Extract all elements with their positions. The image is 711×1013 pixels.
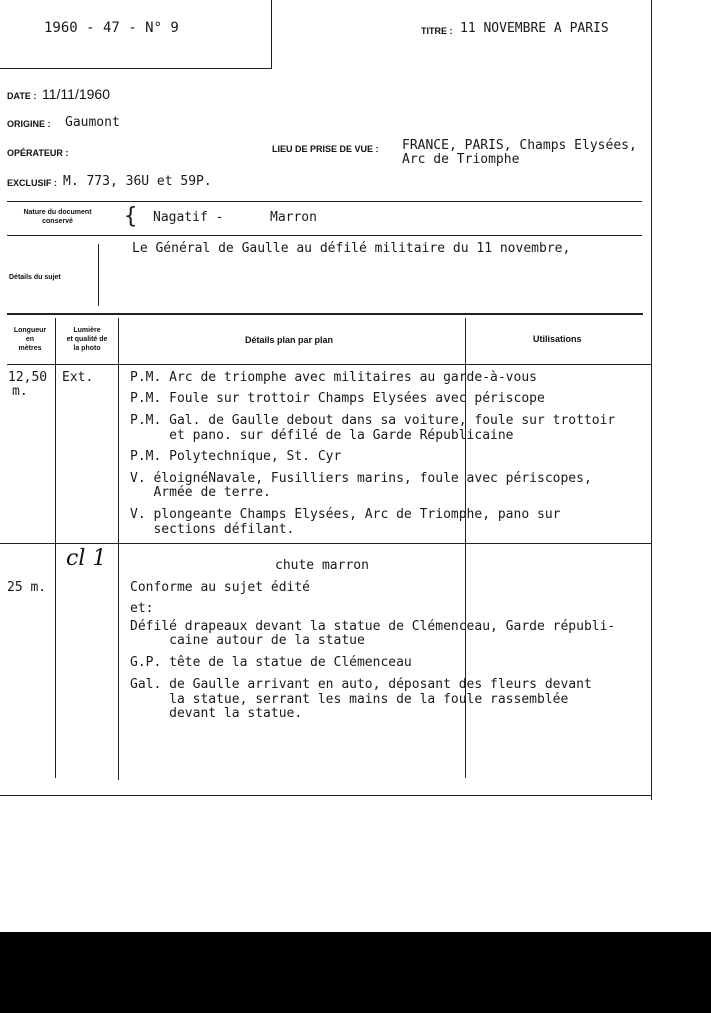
header-lumiere xyxy=(58,326,116,353)
header-box-bottom-border xyxy=(0,68,272,69)
s1-longueur-unit: m. xyxy=(12,384,28,399)
s1-line-8: V. plongeante Champs Elysées, Arc de Triomphe, pano sur xyxy=(130,507,561,522)
col-line-1 xyxy=(55,318,56,778)
s2-line-9: devant la statue. xyxy=(130,706,303,721)
divider-after-meta xyxy=(7,201,642,202)
date-label: DATE : xyxy=(7,91,37,101)
titre-label: TITRE : xyxy=(421,26,453,36)
header-longueur-line3: mètres xyxy=(18,345,42,352)
s1-line-9: sections défilant. xyxy=(130,522,295,537)
header-longueur-line2: en xyxy=(25,336,35,343)
exclusif-value: M. 773, 36U et 59P. xyxy=(63,174,212,189)
nature-label-line1: Nature du document xyxy=(23,209,92,216)
header-longueur xyxy=(8,326,52,353)
s1-longueur-value: 12,50 xyxy=(8,370,48,385)
s2-line-2: Conforme au sujet édité xyxy=(130,580,311,595)
col-line-3 xyxy=(465,318,466,778)
nature-value-type: Nagatif - xyxy=(153,210,224,225)
exclusif-label: EXCLUSIF : xyxy=(7,178,58,188)
titre-value: 11 NOVEMBRE A PARIS xyxy=(460,21,609,36)
date-value: 11/11/1960 xyxy=(42,86,110,102)
s2-line-1: chute marron xyxy=(275,558,369,573)
s1-line-5: P.M. Polytechnique, St. Cyr xyxy=(130,449,342,464)
s2-line-6: G.P. tête de la statue de Clémenceau xyxy=(130,655,412,670)
header-lumiere-line1: Lumière xyxy=(73,327,101,334)
section-divider xyxy=(0,543,651,544)
header-row-bottom xyxy=(7,364,651,365)
col-line-2 xyxy=(118,318,119,780)
details-sujet-value: Le Général de Gaulle au défilé militaire du 11 novembre, xyxy=(132,241,571,256)
origine-value: Gaumont xyxy=(65,115,120,130)
header-longueur-line1: Longueur xyxy=(13,327,47,334)
s2-line-8: la statue, serrant les mains de la foule rassemblée xyxy=(130,692,569,707)
operateur-label: OPÉRATEUR : xyxy=(7,148,69,158)
header-utilisations: Utilisations xyxy=(533,334,582,344)
s1-line-7: Armée de terre. xyxy=(130,485,271,500)
s1-line-6: V. éloignéNavale, Fusilliers marins, foule avec périscopes, xyxy=(130,471,592,486)
reference-number: 1960 - 47 - N° 9 xyxy=(44,20,179,36)
nature-label-line2: conservé xyxy=(42,218,73,225)
s2-line-5: caine autour de la statue xyxy=(130,633,365,648)
header-box-right-border xyxy=(271,0,272,68)
nature-value-color: Marron xyxy=(270,210,317,225)
bracket-nature: { xyxy=(124,204,138,229)
origine-label: ORIGINE : xyxy=(7,119,51,129)
s1-lumiere: Ext. xyxy=(62,370,94,385)
header-details: Détails plan par plan xyxy=(245,335,334,345)
lieu-value-line2: Arc de Triomphe xyxy=(402,152,520,167)
s2-line-4: Défilé drapeaux devant la statue de Clémenceau, Garde républi- xyxy=(130,619,616,634)
s2-lumiere-handwritten: cl 1 xyxy=(66,546,107,571)
divider-before-table xyxy=(7,313,643,315)
right-border xyxy=(651,0,652,800)
divider-after-nature xyxy=(7,235,642,236)
header-lumiere-line3: la photo xyxy=(73,345,101,352)
table-bottom-border xyxy=(0,795,651,796)
s1-line-1: P.M. Arc de triomphe avec militaires au garde-à-vous xyxy=(130,370,537,385)
header-lumiere-line2: et qualité de xyxy=(66,336,108,343)
s2-longueur: 25 m. xyxy=(7,580,47,595)
s1-line-3: P.M. Gal. de Gaulle debout dans sa voiture, foule sur trottoir xyxy=(130,413,616,428)
lieu-value-line1: FRANCE, PARIS, Champs Elysées, xyxy=(402,138,637,153)
s1-line-2: P.M. Foule sur trottoir Champs Elysées avec périscope xyxy=(130,391,545,406)
s2-line-3: et: xyxy=(130,601,154,616)
scan-dark-band xyxy=(0,932,711,1013)
nature-label xyxy=(5,208,110,226)
s2-line-7: Gal. de Gaulle arrivant en auto, déposant des fleurs devant xyxy=(130,677,592,692)
bracket-details xyxy=(98,244,99,306)
lieu-label: LIEU DE PRISE DE VUE : xyxy=(272,144,379,154)
details-sujet-label: Détails du sujet xyxy=(9,274,61,281)
s1-line-4: et pano. sur défilé de la Garde Républicaine xyxy=(130,428,514,443)
